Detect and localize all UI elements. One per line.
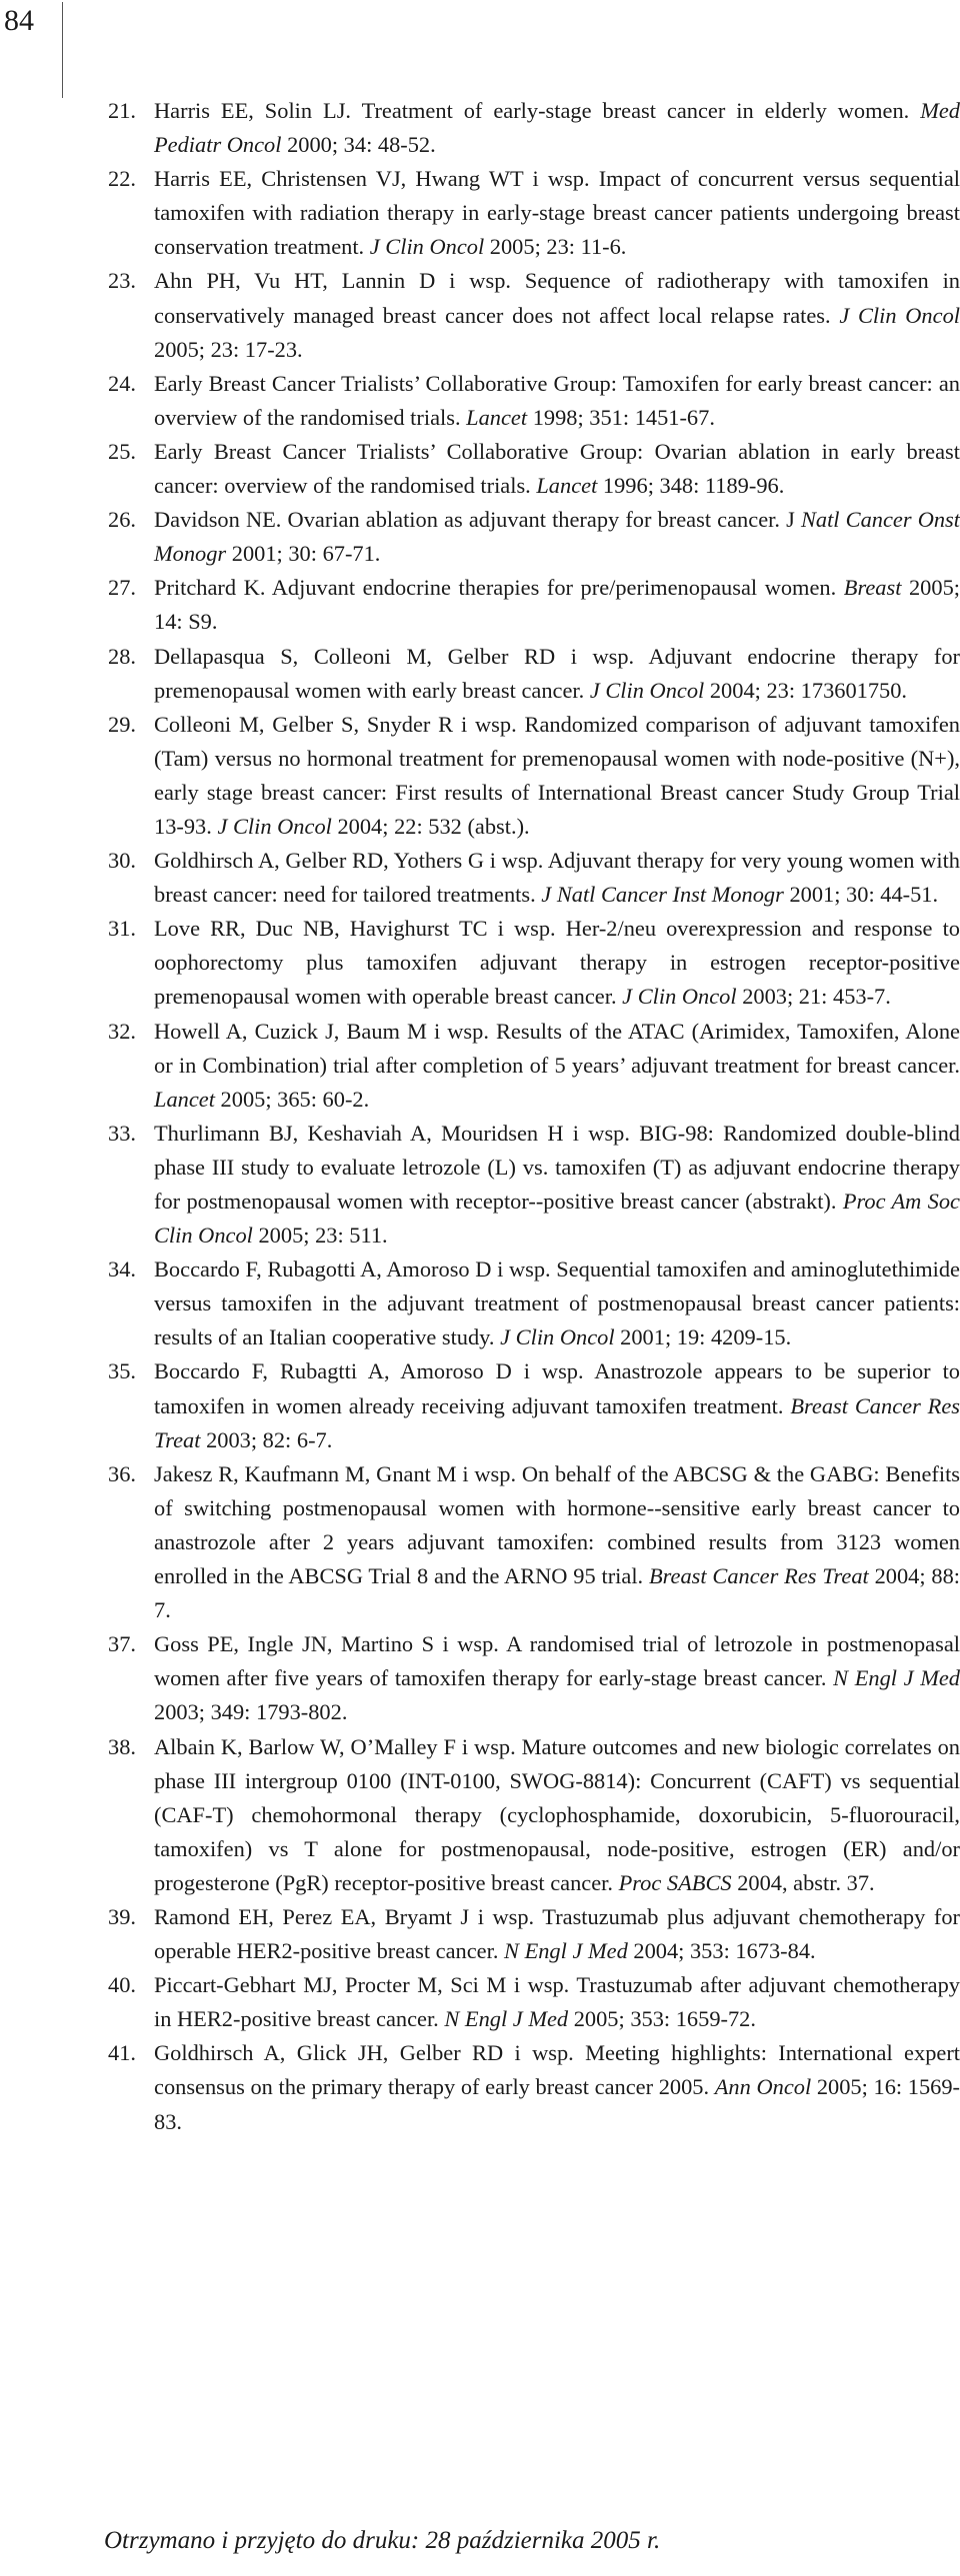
- citation-details: 2000; 34: 48-52.: [281, 132, 436, 158]
- reference-number: 29.: [108, 711, 136, 737]
- reference-item: [108, 708, 960, 844]
- citation-details: 2004; 353: 1673-84.: [627, 1938, 816, 1964]
- reference-item: [108, 1117, 960, 1253]
- reference-text: Davidson NE. Ovarian ablation as adjuvant therapy for breast cancer. J: [154, 507, 801, 533]
- reference-text: Ahn PH, Vu HT, Lannin D i wsp. Sequence of radiotherapy with tamoxifen in conservatively managed breast cancer does not affect local relapse rates.: [154, 268, 960, 328]
- reference-number: 24.: [108, 370, 136, 396]
- journal-title: Breast: [843, 575, 902, 601]
- reference-item: [108, 1354, 960, 1456]
- reference-number: 26.: [108, 507, 136, 533]
- citation-details: 2005; 16: 1569-83.: [154, 2074, 960, 2134]
- reference-text: Albain K, Barlow W, O’Malley F i wsp. Mature outcomes and new biologic correlates on phase III intergroup 0100 (INT-0100, SWOG-8814): Concurrent (CAFT) vs sequential (CAF-T) chemohormonal therapy (cyclophosphamide, doxorubicin, 5-fluorouracil, tamoxifen) vs T alone for postmenopausal, node-positive, estrogen (ER) and/or progesterone (PgR) receptor-positive breast cancer.: [154, 1733, 960, 1895]
- citation-details: 2001; 30: 44-51.: [783, 882, 939, 908]
- citation-details: 2004; 88: 7.: [154, 1563, 960, 1623]
- citation-details: 2001; 30: 67-71.: [226, 541, 381, 567]
- reference-text: Goldhirsch A, Gelber RD, Yothers G i wsp. Adjuvant therapy for very young women with breast cancer: need for tailored treatments.: [154, 848, 960, 908]
- citation-details: 2003; 349: 1793-802.: [154, 1699, 348, 1725]
- reference-list: [108, 94, 960, 2139]
- journal-title: J Clin Oncol: [500, 1324, 615, 1350]
- journal-title: J Natl Cancer Inst Monogr: [541, 882, 784, 908]
- reference-text: Jakesz R, Kaufmann M, Gnant M i wsp. On behalf of the ABCSG & the GABG: Benefits of switching postmenopausal women with hormone--sensitive early breast cancer to anastrozole after 2 years adjuvant tamoxifen: combined results from 3123 women enrolled in the ABCSG Trial 8 and the ARNO 95 trial.: [154, 1460, 960, 1589]
- citation-details: 2005; 23: 17-23.: [154, 336, 303, 362]
- reference-item: [108, 1627, 960, 1729]
- reference-text: Early Breast Cancer Trialists’ Collaborative Group: Tamoxifen for early breast cancer: an overview of the randomised trials.: [154, 370, 960, 430]
- reference-item: [108, 367, 960, 435]
- journal-title: Med Pediatr Oncol: [154, 98, 960, 158]
- journal-title: J Clin Oncol: [839, 302, 960, 328]
- journal-title: Proc SABCS: [618, 1869, 732, 1895]
- reference-number: 27.: [108, 575, 136, 601]
- reference-number: 40.: [108, 1972, 136, 1998]
- reference-number: 33.: [108, 1120, 136, 1146]
- citation-details: 2005; 353: 1659-72.: [568, 2006, 756, 2032]
- reference-item: [108, 1253, 960, 1354]
- journal-title: N Engl J Med: [833, 1665, 960, 1691]
- journal-title: Proc Am Soc Clin Oncol: [154, 1189, 960, 1249]
- reference-text: Piccart-Gebhart MJ, Procter M, Sci M i wsp. Trastuzumab after adjuvant chemotherapy in HER2-positive breast cancer.: [154, 1972, 960, 2032]
- citation-details: 2005; 23: 11-6.: [484, 234, 627, 260]
- reference-text: Dellapasqua S, Colleoni M, Gelber RD i wsp. Adjuvant endocrine therapy for premenopausal women with early breast cancer.: [154, 643, 960, 703]
- reference-item: [108, 1900, 960, 1968]
- journal-title: Breast Cancer Res Treat: [648, 1563, 869, 1589]
- journal-title: Lancet: [536, 473, 598, 499]
- received-date-note: Otrzymano i przyjęto do druku: 28 października 2005 r.: [104, 2527, 661, 2554]
- reference-number: 38.: [108, 1733, 136, 1759]
- reference-text: Pritchard K. Adjuvant endocrine therapies for pre/perimenopausal women.: [154, 575, 844, 601]
- reference-text: Boccardo F, Rubagtti A, Amoroso D i wsp. Anastrozole appears to be superior to tamoxifen in women already receiving adjuvant tamoxifen treatment.: [154, 1358, 960, 1418]
- citation-details: 1996; 348: 1189-96.: [597, 473, 785, 499]
- reference-item: [108, 1457, 960, 1627]
- journal-title: Lancet: [154, 1086, 215, 1112]
- citation-details: 2005; 365: 60-2.: [214, 1086, 370, 1112]
- reference-number: 39.: [108, 1903, 136, 1929]
- reference-item: [108, 571, 960, 639]
- reference-text: Harris EE, Solin LJ. Treatment of early-stage breast cancer in elderly women.: [154, 98, 921, 123]
- reference-text: Love RR, Duc NB, Havighurst TC i wsp. Her-2/neu overexpression and response to oophorectomy plus tamoxifen adjuvant therapy in estrogen receptor-positive premenopausal women with operable breast cancer.: [154, 916, 960, 1010]
- reference-number: 25.: [108, 438, 136, 464]
- reference-number: 31.: [108, 916, 136, 942]
- citation-details: 2004; 23: 173601750.: [704, 677, 908, 703]
- citation-details: 2005; 23: 511.: [252, 1223, 388, 1249]
- citation-details: 2004; 22: 532 (abst.).: [331, 813, 530, 839]
- journal-title: Breast Cancer Res Treat: [154, 1392, 960, 1452]
- reference-text: Colleoni M, Gelber S, Snyder R i wsp. Randomized comparison of adjuvant tamoxifen (Tam) versus no hormonal treatment for premenopausal women with node-positive (N+), early stage breast cancer: First results of International Breast cancer Study Group Trial 13-93.: [154, 711, 960, 839]
- reference-item: [108, 2036, 960, 2138]
- reference-number: 28.: [108, 643, 136, 669]
- journal-title: J Clin Oncol: [217, 813, 332, 839]
- reference-item: [108, 640, 960, 708]
- reference-number: 34.: [108, 1257, 136, 1283]
- reference-text: Ramond EH, Perez EA, Bryamt J i wsp. Trastuzumab plus adjuvant chemotherapy for operable HER2-positive breast cancer.: [154, 1903, 960, 1964]
- reference-item: [108, 162, 960, 264]
- citation-details: 1998; 351: 1451-67.: [527, 404, 715, 430]
- reference-text: Early Breast Cancer Trialists’ Collaborative Group: Ovarian ablation in early breast cancer: overview of the randomised trials.: [154, 438, 960, 499]
- journal-title: J Clin Oncol: [589, 677, 705, 703]
- reference-number: 41.: [108, 2040, 136, 2066]
- journal-title: N Engl J Med: [504, 1938, 628, 1964]
- journal-title: Natl Cancer Onst Monogr: [154, 507, 960, 567]
- reference-item: [108, 94, 960, 162]
- reference-text: Goldhirsch A, Glick JH, Gelber RD i wsp. Meeting highlights: International expert consensus on the primary therapy of early breast cancer 2005.: [154, 2040, 960, 2100]
- citation-details: 2003; 21: 453-7.: [736, 984, 891, 1010]
- reference-text: Thurlimann BJ, Keshaviah A, Mouridsen H i wsp. BIG-98: Randomized double-blind phase III study to evaluate letrozole (L) vs. tamoxifen (T) as adjuvant endocrine therapy for postmenopausal women with receptor--positive breast cancer (abstrakt).: [154, 1120, 960, 1214]
- reference-number: 23.: [108, 268, 136, 294]
- reference-item: [108, 1730, 960, 1900]
- reference-number: 22.: [108, 166, 136, 192]
- journal-title: J Clin Oncol: [369, 234, 485, 260]
- citation-details: 2001; 19: 4209-15.: [614, 1324, 792, 1350]
- reference-text: Boccardo F, Rubagotti A, Amoroso D i wsp. Sequential tamoxifen and aminoglutethimide versus tamoxifen in the adjuvant treatment of postmenopausal breast cancer patients: results of an Italian cooperative study.: [154, 1257, 960, 1350]
- reference-text: Goss PE, Ingle JN, Martino S i wsp. A randomised trial of letrozole in postmenopasal women after five years of tamoxifen therapy for early-stage breast cancer.: [154, 1631, 960, 1691]
- journal-title: Ann Oncol: [714, 2074, 812, 2100]
- reference-item: [108, 844, 960, 912]
- journal-title: J Clin Oncol: [622, 984, 737, 1010]
- reference-item: [108, 912, 960, 1014]
- reference-number: 32.: [108, 1018, 136, 1044]
- reference-item: [108, 264, 960, 366]
- reference-item: [108, 1968, 960, 2036]
- reference-number: 21.: [108, 98, 136, 123]
- journal-title: N Engl J Med: [444, 2006, 569, 2032]
- reference-text: Howell A, Cuzick J, Baum M i wsp. Results of the ATAC (Arimidex, Tamoxifen, Alone or in Combination) trial after completion of 5 years’ adjuvant treatment for breast cancer.: [154, 1018, 960, 1078]
- reference-number: 37.: [108, 1631, 136, 1657]
- citation-details: 2005; 14: S9.: [154, 575, 960, 635]
- reference-number: 30.: [108, 848, 136, 874]
- page-number: 84: [4, 4, 34, 37]
- journal-title: Lancet: [466, 404, 528, 430]
- citation-details: 2003; 82: 6-7.: [200, 1426, 333, 1452]
- header-divider: [62, 2, 63, 98]
- reference-number: 36.: [108, 1460, 136, 1486]
- citation-details: 2004, abstr. 37.: [731, 1869, 875, 1895]
- reference-number: 35.: [108, 1358, 136, 1384]
- reference-item: [108, 503, 960, 571]
- reference-item: [108, 435, 960, 503]
- reference-item: [108, 1015, 960, 1117]
- reference-text: Harris EE, Christensen VJ, Hwang WT i wsp. Impact of concurrent versus sequential tamoxifen with radiation therapy in early-stage breast cancer patients undergoing breast conservation treatment.: [154, 166, 960, 260]
